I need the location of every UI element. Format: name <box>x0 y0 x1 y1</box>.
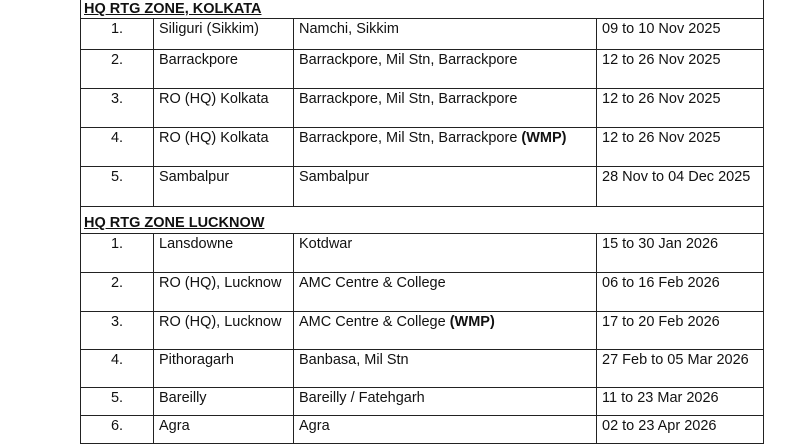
venue-text: Agra <box>299 418 330 434</box>
table-row <box>81 273 764 312</box>
venue-cell <box>294 388 597 416</box>
location-cell: Pithoragarh <box>154 350 294 388</box>
serial-number: 2. <box>81 273 154 312</box>
venue-text: Kotdwar <box>299 236 353 252</box>
venue-cell <box>294 234 597 273</box>
serial-number: 3. <box>81 312 154 350</box>
date-cell: 28 Nov to 04 Dec 2025 <box>597 167 764 207</box>
venue-text: AMC Centre & College <box>299 275 446 291</box>
serial-number: 3. <box>81 89 154 128</box>
serial-number: 6. <box>81 416 154 444</box>
venue-cell <box>294 50 597 89</box>
date-cell: 06 to 16 Feb 2026 <box>597 273 764 312</box>
table-row <box>81 89 764 128</box>
venue-cell <box>294 416 597 444</box>
location-cell: Bareilly <box>154 388 294 416</box>
serial-number: 1. <box>81 19 154 50</box>
venue-cell <box>294 167 597 207</box>
location-cell: Agra <box>154 416 294 444</box>
venue-cell <box>294 19 597 50</box>
zone-header-row <box>81 207 764 234</box>
venue-text: Banbasa, Mil Stn <box>299 352 409 368</box>
venue-cell <box>294 128 597 167</box>
table-row <box>81 388 764 416</box>
location-cell: Barrackpore <box>154 50 294 89</box>
venue-suffix: (WMP) <box>449 314 495 330</box>
table-row <box>81 234 764 273</box>
location-cell: RO (HQ), Lucknow <box>154 273 294 312</box>
venue-text: AMC Centre & College <box>299 314 450 330</box>
table-row <box>81 416 764 444</box>
venue-text: Bareilly / Fatehgarh <box>299 390 425 406</box>
date-cell: 09 to 10 Nov 2025 <box>597 19 764 50</box>
serial-number: 4. <box>81 128 154 167</box>
serial-number: 5. <box>81 167 154 207</box>
location-cell: RO (HQ) Kolkata <box>154 89 294 128</box>
serial-number: 5. <box>81 388 154 416</box>
zone-title: HQ RTG ZONE LUCKNOW <box>81 207 764 234</box>
table-row <box>81 50 764 89</box>
serial-number: 4. <box>81 350 154 388</box>
date-cell: 12 to 26 Nov 2025 <box>597 128 764 167</box>
date-cell: 27 Feb to 05 Mar 2026 <box>597 350 764 388</box>
table-row <box>81 350 764 388</box>
venue-suffix: (WMP) <box>521 130 567 146</box>
venue-text: Barrackpore, Mil Stn, Barrackpore <box>299 130 522 146</box>
table-row <box>81 167 764 207</box>
table-row <box>81 128 764 167</box>
location-cell: RO (HQ), Lucknow <box>154 312 294 350</box>
date-cell: 12 to 26 Nov 2025 <box>597 89 764 128</box>
location-cell: Sambalpur <box>154 167 294 207</box>
venue-cell <box>294 312 597 350</box>
venue-text: Namchi, Sikkim <box>299 21 399 37</box>
venue-text: Barrackpore, Mil Stn, Barrackpore <box>299 52 518 68</box>
serial-number: 2. <box>81 50 154 89</box>
venue-cell <box>294 350 597 388</box>
location-cell: Lansdowne <box>154 234 294 273</box>
serial-number: 1. <box>81 234 154 273</box>
date-cell: 12 to 26 Nov 2025 <box>597 50 764 89</box>
schedule-document <box>80 0 763 444</box>
date-cell: 17 to 20 Feb 2026 <box>597 312 764 350</box>
table-row <box>81 312 764 350</box>
location-cell: RO (HQ) Kolkata <box>154 128 294 167</box>
date-cell: 02 to 23 Apr 2026 <box>597 416 764 444</box>
date-cell: 15 to 30 Jan 2026 <box>597 234 764 273</box>
venue-cell <box>294 89 597 128</box>
venue-text: Sambalpur <box>299 169 370 185</box>
venue-text: Barrackpore, Mil Stn, Barrackpore <box>299 91 518 107</box>
zone-title: HQ RTG ZONE, KOLKATA <box>81 0 764 19</box>
location-cell: Siliguri (Sikkim) <box>154 19 294 50</box>
table-row <box>81 19 764 50</box>
zone-header-row <box>81 0 764 19</box>
rally-schedule-table <box>80 0 764 444</box>
date-cell: 11 to 23 Mar 2026 <box>597 388 764 416</box>
venue-cell <box>294 273 597 312</box>
